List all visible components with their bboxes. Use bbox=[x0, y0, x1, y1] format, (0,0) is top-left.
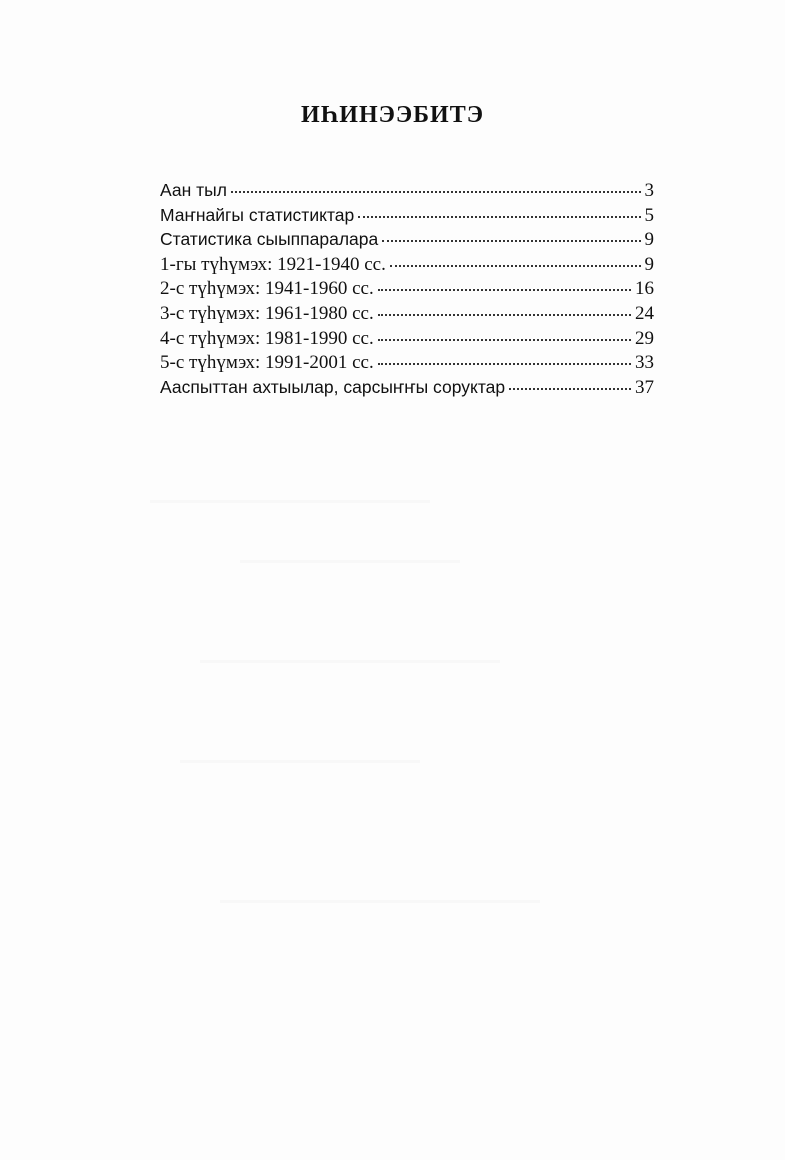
toc-entry-title: 5-с түһүмэх: 1991-2001 сс. bbox=[160, 352, 374, 374]
toc-entry bbox=[160, 250, 654, 275]
toc-entry bbox=[160, 324, 654, 349]
dot-leader bbox=[231, 176, 641, 196]
dot-leader bbox=[378, 324, 631, 344]
toc-entry bbox=[160, 274, 654, 299]
toc-entry-page: 29 bbox=[635, 327, 654, 349]
dot-leader bbox=[378, 299, 631, 319]
toc-entry bbox=[160, 348, 654, 373]
toc-entry-page: 9 bbox=[644, 253, 654, 275]
toc-entry-title: 2-с түһүмэх: 1941-1960 сс. bbox=[160, 278, 374, 300]
toc-entry bbox=[160, 299, 654, 324]
paper-show-through bbox=[150, 500, 430, 503]
toc-entry-page: 37 bbox=[635, 376, 654, 398]
paper-show-through bbox=[180, 760, 420, 763]
toc-entry-title: Аан тыл bbox=[160, 180, 227, 200]
toc-entry-page: 33 bbox=[635, 352, 654, 374]
toc-entry-page: 3 bbox=[644, 180, 654, 201]
toc-entry-title: Маҥнайгы статистиктар bbox=[160, 204, 355, 225]
toc-entry-title: 1-гы түһүмэх: 1921-1940 сс. bbox=[160, 253, 386, 275]
toc-entry bbox=[160, 201, 654, 226]
dot-leader bbox=[378, 274, 631, 294]
dot-leader bbox=[382, 225, 640, 245]
toc-entry bbox=[160, 373, 654, 398]
toc-entry-page: 16 bbox=[635, 278, 654, 300]
page-title: ИҺИНЭЭБИТЭ bbox=[301, 102, 484, 128]
dot-leader bbox=[390, 250, 641, 270]
toc-entry-title: Статистика сыыппаралара bbox=[160, 229, 379, 250]
toc-entry bbox=[160, 176, 654, 201]
toc-entry-page: 5 bbox=[644, 204, 654, 226]
paper-show-through bbox=[200, 660, 500, 663]
toc-entry bbox=[160, 225, 654, 250]
paper-show-through bbox=[240, 560, 460, 563]
toc-entry-page: 9 bbox=[644, 229, 654, 251]
paper-show-through bbox=[220, 900, 540, 903]
toc-entry-page: 24 bbox=[635, 302, 654, 324]
dot-leader bbox=[509, 373, 631, 393]
toc-entry-title: 4-с түһүмэх: 1981-1990 сс. bbox=[160, 327, 374, 349]
toc-entry-title: Ааспыттан ахтыылар, сарсыҥҥы соруктар bbox=[160, 376, 506, 397]
toc-entry-title: 3-с түһүмэх: 1961-1980 сс. bbox=[160, 302, 374, 324]
dot-leader bbox=[358, 201, 640, 221]
dot-leader bbox=[378, 348, 631, 368]
table-of-contents bbox=[160, 176, 654, 397]
